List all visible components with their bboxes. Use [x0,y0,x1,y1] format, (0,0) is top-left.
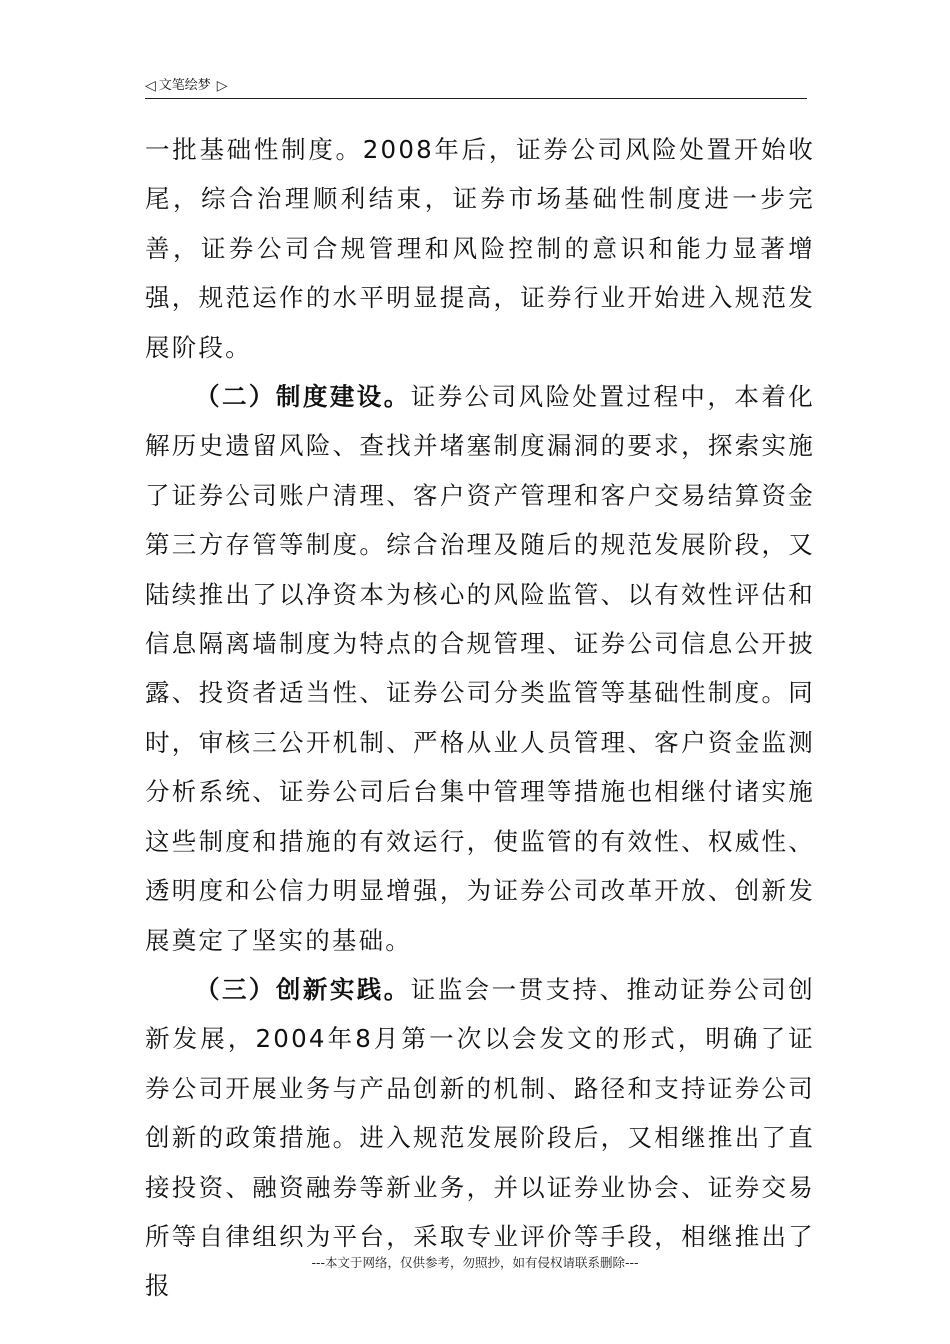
section-heading-2: （二）制度建设。 [195,382,411,412]
paragraph-1 [145,125,815,372]
section-heading-3: （三）创新实践。 [195,974,411,1004]
document-body [145,125,815,1311]
paragraph-3-text: 证监会一贯支持、推动证券公司创新发展，2004年8月第一次以会发文的形式，明确了证券公司开展业务与产品创新的机制、路径和支持证券公司创新的政策措施。进入规范发展阶段后，又相继推出了直接投资、融资融券等新业务，并以证券业协会、证券交易所等自律组织为平台，采取专业评价等手段，相继推出了报 [145,974,815,1301]
header-brand: 文笔绘梦 [158,78,211,93]
page-header [145,74,807,99]
page-footer: ---本文于网络，仅供参考，勿照抄，如有侵权请联系删除--- [311,1255,639,1270]
paragraph-1-text: 一批基础性制度。2008年后，证券公司风险处置开始收尾，综合治理顺利结束，证券市场基础性制度进一步完善，证券公司合规管理和风险控制的意识和能力显著增强，规范运作的水平明显提高，证券行业开始进入规范发展阶段。 [145,135,815,362]
right-triangle-icon: ▷ [216,78,228,94]
left-triangle-icon: ◁ [145,78,156,94]
paragraph-2-text: 证券公司风险处置过程中，本着化解历史遗留风险、查找并堵塞制度漏洞的要求，探索实施了证券公司账户清理、客户资产管理和客户交易结算资金第三方存管等制度。综合治理及随后的规范发展阶段，又陆续推出了以净资本为核心的风险监管、以有效性评估和信息隔离墙制度为特点的合规管理、证券公司信息公开披露、投资者适当性、证券公司分类监管等基础性制度。同时，审核三公开机制、严格从业人员管理、客户资金监测分析系统、证券公司后台集中管理等措施也相继付诸实施这些制度和措施的有效运行，使监管的有效性、权威性、透明度和公信力明显增强，为证券公司改革开放、创新发展奠定了坚实的基础。 [145,382,815,955]
paragraph-2 [145,372,815,965]
